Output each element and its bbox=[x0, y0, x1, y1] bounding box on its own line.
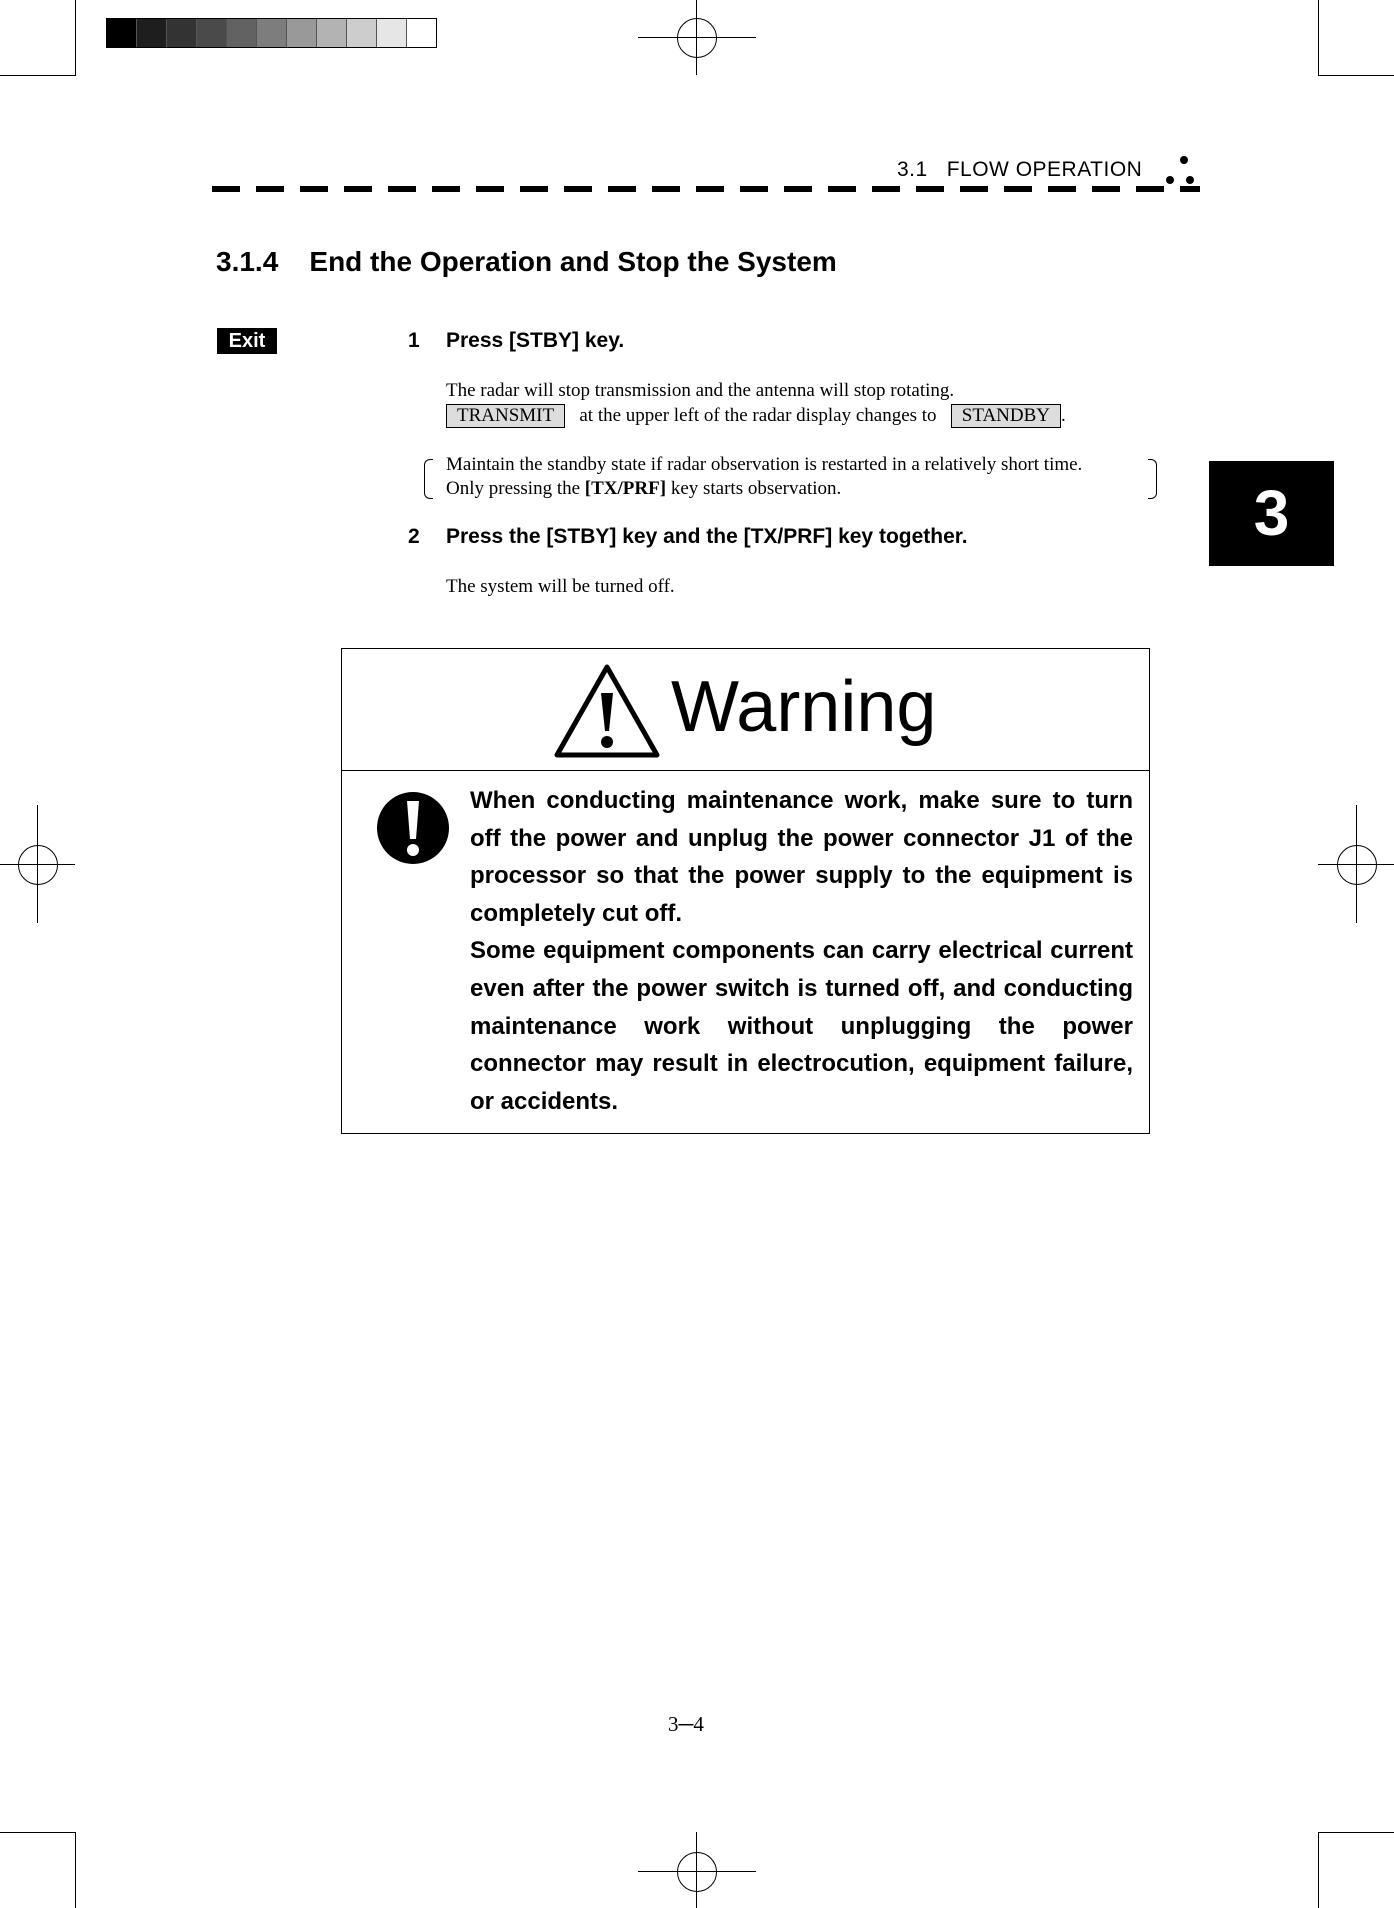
warning-triangle-icon bbox=[553, 663, 661, 759]
step-2-label: Press the [STBY] key and the [TX/PRF] key together. bbox=[446, 525, 968, 548]
step-1-label: Press [STBY] key. bbox=[446, 329, 625, 352]
transmit-indicator: TRANSMIT bbox=[446, 404, 565, 428]
warning-paragraph-1: When conducting maintenance work, make sure to turn off the power and unplug the power connector J1 of the processor so that the power supply to the equipment is completely cut off. bbox=[470, 787, 1133, 927]
note-bracket-right bbox=[1148, 459, 1157, 499]
warning-paragraph-2: Some equipment components can carry electrical current even after the power switch is turned off, and conducting maintenance work without unplugging the power connector may result in electrocution, equipment failure, or accidents. bbox=[470, 937, 1133, 1115]
page-title: 3.1.4 End the Operation and Stop the System bbox=[216, 246, 837, 277]
exclamation-circle-icon bbox=[376, 791, 450, 865]
note-bracket-left bbox=[424, 459, 433, 499]
page-number: 3─4 bbox=[668, 1712, 704, 1736]
note-line-1: Maintain the standby state if radar observation is restarted in a relatively short time. bbox=[446, 454, 1083, 475]
chapter-tab: 3 bbox=[1209, 461, 1334, 566]
note-line-2 bbox=[446, 478, 841, 500]
warning-box bbox=[341, 648, 1150, 1134]
header-rule bbox=[212, 186, 1200, 192]
warning-text bbox=[470, 782, 1133, 1120]
warning-title: Warning bbox=[671, 667, 937, 747]
step-2-number: 2 bbox=[408, 525, 420, 548]
step-1-display-change: TRANSMIT at the upper left of the radar display changes to STANDBY . bbox=[446, 404, 1066, 428]
note-key: [TX/PRF] bbox=[584, 478, 667, 499]
header-dots-icon bbox=[1160, 156, 1200, 186]
display-change-text: at the upper left of the radar display changes to bbox=[579, 405, 937, 426]
exit-badge: Exit bbox=[217, 328, 277, 354]
step-1-text: The radar will stop transmission and the antenna will stop rotating. bbox=[446, 380, 955, 401]
standby-indicator: STANDBY bbox=[951, 404, 1061, 428]
step-2-heading bbox=[408, 525, 968, 549]
section-header: 3.1 FLOW OPERATION bbox=[897, 158, 1143, 181]
warning-header bbox=[342, 649, 1149, 771]
note-line-2-post: key starts observation. bbox=[666, 478, 842, 499]
step-2-text: The system will be turned off. bbox=[446, 576, 675, 597]
step-1-number: 1 bbox=[408, 329, 420, 352]
note-line-2-pre: Only pressing the bbox=[446, 478, 585, 499]
step-1-heading bbox=[408, 329, 624, 353]
grey-scale-strip bbox=[106, 18, 437, 48]
